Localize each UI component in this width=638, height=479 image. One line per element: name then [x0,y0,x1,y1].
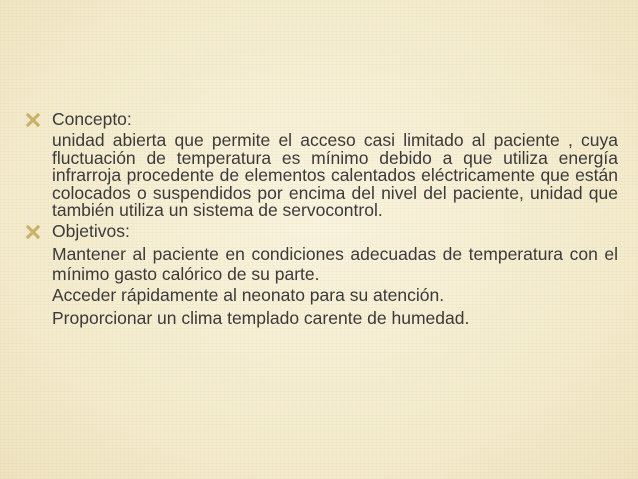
objetivo-item: Acceder rápidamente al neonato para su atención. [52,284,445,305]
concepto-body: unidad abierta que permite el acceso casi limitado al paciente , cuya fluctuación de temperatura es mínimo debido a que utiliza energía infrarroja procedente de elementos calentados eléctricamente que están colocados o suspendidos por encima del nivel del paciente, unidad que también utiliza un sistema de servocontrol. [52,130,618,220]
x-bullet-icon [26,225,40,239]
objetivos-heading: Objetivos: [52,220,130,241]
objetivo-item: Proporcionar un clima templado carente de humedad. [52,307,470,328]
concepto-heading: Concepto: [52,109,132,129]
slide-content [26,110,618,329]
bullet-objetivos [26,222,618,329]
x-bullet-icon [26,113,40,127]
bullet-concepto [26,110,618,220]
objetivo-item: Mantener al paciente en condiciones adecuadas de temperatura con el mínimo gasto calórico de su parte. [52,243,618,284]
